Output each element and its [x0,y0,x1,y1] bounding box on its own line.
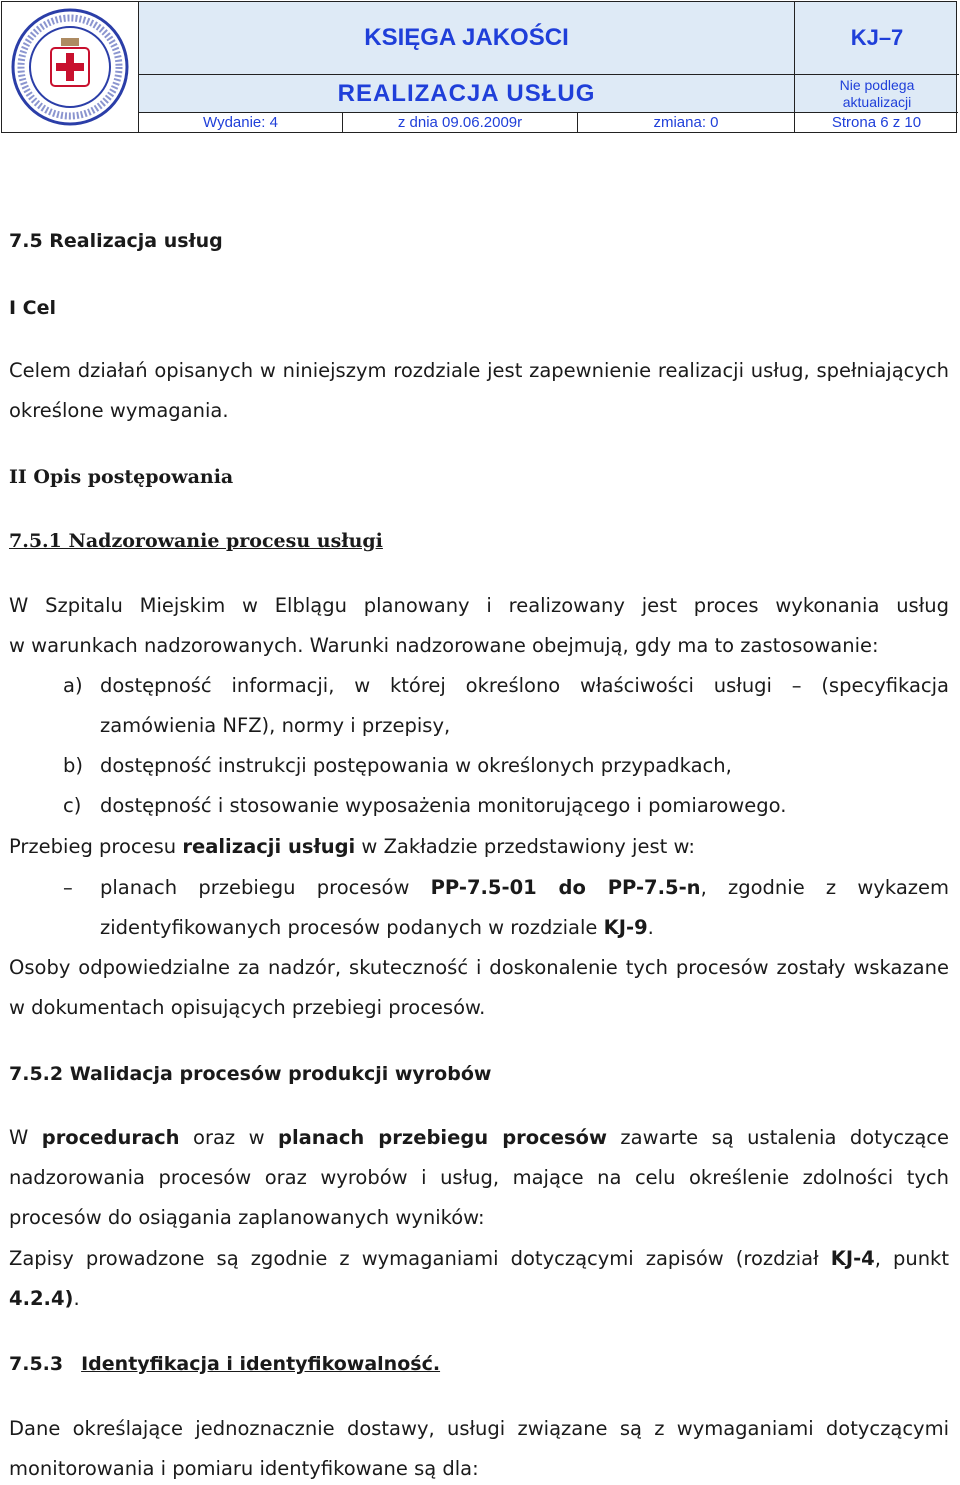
p5-bold: KJ-4 [830,1247,875,1270]
p6-line1: Dane określające jednoznacznie dostawy, usługi związane są z wymaganiami dotyczącymi [9,1417,949,1440]
heading-7-5-1: 7.5.1 Nadzorowanie procesu usługi [9,530,383,552]
p4-line2: nadzorowania procesów oraz wyrobów i usług, mające na celu określenie zdolności tych [9,1166,949,1189]
book-title: KSIĘGA JAKOŚCI [364,24,569,51]
dash-text-a: planach przebiegu procesów [100,876,431,899]
p2-line [9,835,695,859]
edition-date: z dnia 09.06.2009r [342,112,577,132]
dash-bold-range: PP-7.5-01 do PP-7.5-n [430,876,701,899]
p4-text-e: zawarte są ustalenia dotyczące [606,1126,949,1149]
p5-bold-point: 4.2.4) [9,1287,74,1310]
p4-line3: procesów do osiągania zaplanowanych wyników: [9,1206,485,1229]
p1-line2: w warunkach nadzorowanych. Warunki nadzorowane obejmują, gdy ma to zastosowanie: [9,634,879,657]
p4-text-c: oraz w [179,1126,278,1149]
update-note [794,74,959,113]
p4-bold-1: procedurach [41,1126,180,1149]
section-heading-7-5: 7.5 Realizacja usług [9,230,223,252]
p5-period: . [73,1287,80,1310]
hospital-seal-icon [11,8,129,126]
document-header [1,1,957,133]
dash2-bold: KJ-9 [603,916,648,939]
update-note-line2: aktualizacji [842,94,912,110]
item-a-label: a) [63,674,83,697]
p4-line1 [9,1126,949,1150]
p6-line2: monitorowania i pomiaru identyfikowane są dla: [9,1457,479,1480]
p5-text-a: Zapisy prowadzone są zgodnie z wymaganiami dotyczącymi zapisów (rozdział [9,1247,831,1270]
hospital-logo [2,2,139,132]
page-number: Strona 6 z 10 [794,112,958,132]
heading-7-5-2: 7.5.2 Walidacja procesów produkcji wyrobów [9,1063,492,1085]
heading-7-5-3 [9,1352,440,1376]
edition-label: Wydanie: 4 [139,112,342,132]
heading-7-5-3-title: Identyfikacja i identyfikowalność. [81,1353,441,1375]
heading-opis: II Opis postępowania [9,466,234,488]
change-number: zmiana: 0 [577,112,794,132]
cel-paragraph-line2: określone wymagania. [9,399,229,422]
item-a-line2: zamówienia NFZ), normy i przepisy, [100,714,451,737]
item-b-label: b) [63,754,83,777]
item-c-text: dostępność i stosowanie wyposażenia monitorującego i pomiarowego. [100,794,787,817]
p2-text-c: w Zakładzie przedstawiony jest w: [355,835,695,858]
p4-text-a: W [9,1126,42,1149]
p5-line1 [9,1247,949,1271]
item-b-text: dostępność instrukcji postępowania w określonych przypadkach, [100,754,732,777]
p4-bold-2: planach przebiegu procesów [277,1126,607,1149]
update-note-line1: Nie podlega [839,77,915,93]
p3-line1: Osoby odpowiedzialne za nadzór, skuteczność i doskonalenie tych procesów zostały wskazane [9,956,949,979]
heading-7-5-3-number: 7.5.3 [9,1353,64,1375]
cel-paragraph-line1: Celem działań opisanych w niniejszym rozdziale jest zapewnienie realizacji usług, spełniających [9,359,949,382]
p5-text-c: , punkt [874,1247,949,1270]
dash-text-c: , zgodnie z wykazem [700,876,949,899]
dash-line2 [100,916,654,940]
dash2-text-a: zidentyfikowanych procesów podanych w rozdziale [100,916,604,939]
p2-bold: realizacji usługi [182,835,356,858]
item-c-label: c) [63,794,82,817]
chapter-title: REALIZACJA USŁUG [139,74,794,113]
chapter-code: KJ–7 [794,2,959,74]
heading-cel: I Cel [9,297,57,319]
p5-line2 [9,1287,80,1311]
p3-line2: w dokumentach opisujących przebiegi procesów. [9,996,486,1019]
dash2-text-c: . [647,916,654,939]
p1-line1: W Szpitalu Miejskim w Elblągu planowany i realizowany jest proces wykonania usług [9,594,949,617]
p2-text-a: Przebieg procesu [9,835,183,858]
dash-bullet: – [63,876,73,899]
dash-line1 [100,876,949,900]
item-a-line1: dostępność informacji, w której określono właściwości usługi – (specyfikacja [100,674,949,697]
